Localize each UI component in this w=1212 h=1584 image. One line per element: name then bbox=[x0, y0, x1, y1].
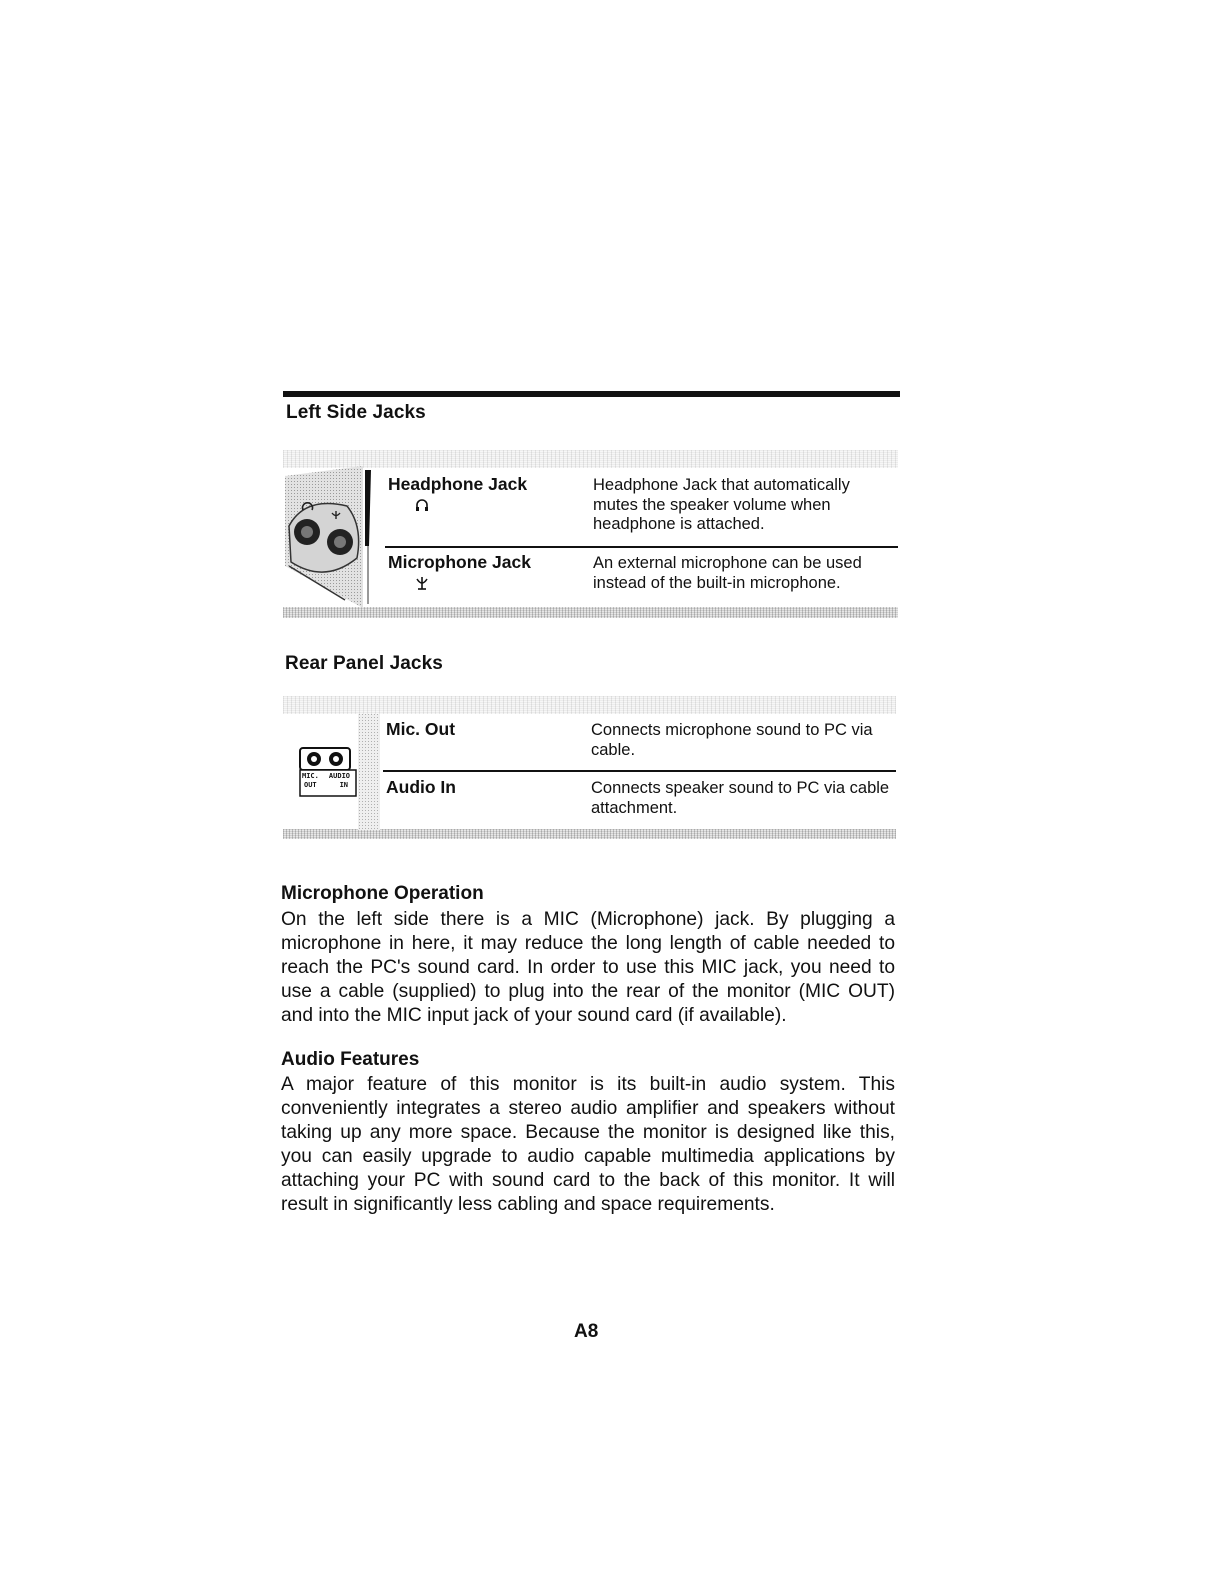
left-side-jacks-illustration bbox=[285, 466, 385, 608]
microphone-operation-heading: Microphone Operation bbox=[281, 883, 484, 904]
row-divider bbox=[383, 770, 896, 772]
mic-out-description: Connects microphone sound to PC via cable. bbox=[591, 721, 873, 759]
in-label: IN bbox=[339, 781, 348, 789]
top-rule bbox=[283, 391, 900, 397]
left-side-jacks-heading: Left Side Jacks bbox=[286, 402, 426, 423]
microphone-operation-body: On the left side there is a MIC (Microphone) jack. By plugging a microphone in here, it may reduce the long length of cable needed to reach the PC's sound card. In order to use this MIC jack, you need to use a cable (supplied) to plug into the rear of the monitor (MIC OUT) and into the MIC input jack of your sound card (if available). bbox=[281, 909, 895, 1026]
band-bottom bbox=[283, 829, 896, 839]
audio-label: AUDIO bbox=[328, 772, 350, 780]
page-number: A8 bbox=[574, 1321, 599, 1342]
headphone-icon bbox=[415, 498, 429, 512]
band-top bbox=[283, 696, 896, 714]
mic-label: MIC. bbox=[302, 772, 319, 780]
microphone-icon bbox=[415, 576, 429, 590]
headphone-jack-description: Headphone Jack that automatically mutes the speaker volume when headphone is attached. bbox=[593, 476, 850, 533]
audio-features-heading: Audio Features bbox=[281, 1049, 420, 1070]
band-bottom bbox=[283, 607, 898, 618]
audio-in-description: Connects speaker sound to PC via cable attachment. bbox=[591, 779, 890, 817]
audio-features-body: A major feature of this monitor is its built-in audio system. This conveniently integrates a stereo audio amplifier and speakers without taking up any more space. Because the monitor is designed like this, you can easily upgrade to audio capable multimedia applications by attaching your PC with sound card to the back of this monitor. It will result in significantly less cabling and space requirements. bbox=[281, 1074, 895, 1215]
headphone-jack-label: Headphone Jack bbox=[388, 474, 528, 494]
row-divider bbox=[385, 546, 898, 548]
rear-jack-labels bbox=[302, 772, 356, 790]
microphone-jack-label: Microphone Jack bbox=[388, 552, 531, 572]
out-label: OUT bbox=[304, 781, 317, 789]
mic-out-label: Mic. Out bbox=[386, 719, 456, 739]
rear-panel-jacks-heading: Rear Panel Jacks bbox=[285, 653, 443, 674]
audio-in-label: Audio In bbox=[386, 777, 456, 797]
microphone-jack-description: An external microphone can be used instead of the built-in microphone. bbox=[593, 554, 862, 592]
